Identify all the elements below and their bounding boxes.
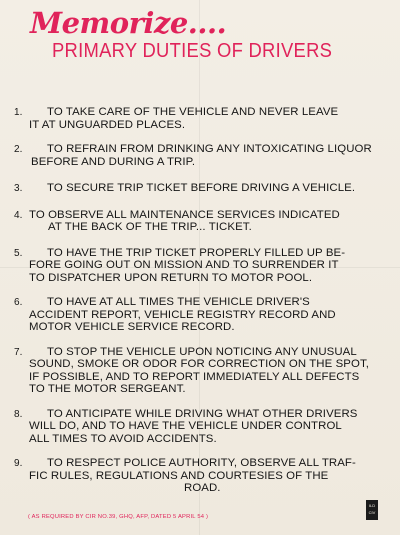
duty-number: 3. bbox=[14, 183, 23, 194]
badge-line: ILD bbox=[368, 503, 376, 508]
duty-line: TO RESPECT POLICE AUTHORITY, OBSERVE ALL TRAF- bbox=[47, 457, 356, 469]
duty-line: FIC RULES, REGULATIONS AND COURTESIES OF THE bbox=[29, 469, 329, 482]
duty-line: FORE GOING OUT ON MISSION AND TO SURRENDER IT bbox=[29, 259, 339, 271]
duty-item bbox=[14, 346, 390, 396]
duty-item bbox=[14, 209, 390, 234]
poster-title: PRIMARY DUTIES OF DRIVERS bbox=[52, 40, 333, 62]
duties-list bbox=[14, 106, 390, 495]
duty-number: 9. bbox=[14, 458, 23, 469]
duty-number: 1. bbox=[14, 107, 23, 118]
duty-line: ALL TIMES TO AVOID ACCIDENTS. bbox=[29, 432, 217, 445]
duty-number: 5. bbox=[14, 247, 23, 259]
duty-line: TO SECURE TRIP TICKET BEFORE DRIVING A VEHICLE. bbox=[47, 182, 356, 194]
duty-line: WILL DO, AND TO HAVE THE VEHICLE UNDER CONTROL bbox=[29, 420, 342, 432]
duty-number: 8. bbox=[14, 408, 23, 420]
duty-line: MOTOR VEHICLE SERVICE RECORD. bbox=[29, 321, 235, 333]
duty-item bbox=[14, 247, 390, 285]
duty-line: TO DISPATCHER UPON RETURN TO MOTOR POOL. bbox=[29, 271, 313, 284]
duty-line: TO THE MOTOR SERGEANT. bbox=[29, 383, 186, 395]
duty-item bbox=[14, 296, 390, 334]
duty-item bbox=[14, 143, 390, 168]
badge-line: CIV bbox=[368, 510, 376, 515]
duty-number: 7. bbox=[14, 346, 23, 358]
duty-line: SOUND, SMOKE OR ODOR FOR CORRECTION ON THE SPOT, bbox=[29, 358, 370, 370]
duty-line: IF POSSIBLE, AND TO REPORT IMMEDIATELY ALL DEFECTS bbox=[29, 370, 360, 383]
duty-line: TO HAVE THE TRIP TICKET PROPERLY FILLED UP BE- bbox=[47, 246, 346, 259]
footer-citation: ( AS REQUIRED BY CIR NO.39, GHQ, AFP, DATED 5 APRIL 54 ) bbox=[28, 514, 209, 520]
duty-line: TO STOP THE VEHICLE UPON NOTICING ANY UNUSUAL bbox=[47, 345, 357, 358]
duty-item bbox=[14, 182, 390, 195]
duty-line: TO TAKE CARE OF THE VEHICLE AND NEVER LEAVE bbox=[47, 106, 339, 118]
duty-number: 6. bbox=[14, 297, 23, 308]
printer-badge bbox=[366, 500, 378, 520]
duty-item bbox=[14, 106, 390, 131]
duty-item bbox=[14, 457, 390, 495]
duty-line: TO HAVE AT ALL TIMES THE VEHICLE DRIVER'S bbox=[47, 296, 310, 308]
duty-number: 4. bbox=[14, 209, 23, 221]
duty-line: BEFORE AND DURING A TRIP. bbox=[31, 155, 196, 168]
duty-line: TO REFRAIN FROM DRINKING ANY INTOXICATING LIQUOR bbox=[47, 143, 372, 155]
duty-line: TO ANTICIPATE WHILE DRIVING WHAT OTHER DRIVERS bbox=[47, 407, 358, 420]
duty-item bbox=[14, 408, 390, 446]
poster-headline: Memorize.... bbox=[30, 6, 227, 40]
duty-number: 2. bbox=[14, 144, 23, 155]
duty-line: ROAD. bbox=[184, 482, 221, 494]
duty-line: AT THE BACK OF THE TRIP... TICKET. bbox=[48, 221, 252, 233]
duty-line: ACCIDENT REPORT, VEHICLE REGISTRY RECORD AND bbox=[29, 308, 336, 321]
duty-line: IT AT UNGUARDED PLACES. bbox=[29, 118, 186, 131]
duty-line: TO OBSERVE ALL MAINTENANCE SERVICES INDICATED bbox=[29, 208, 340, 221]
